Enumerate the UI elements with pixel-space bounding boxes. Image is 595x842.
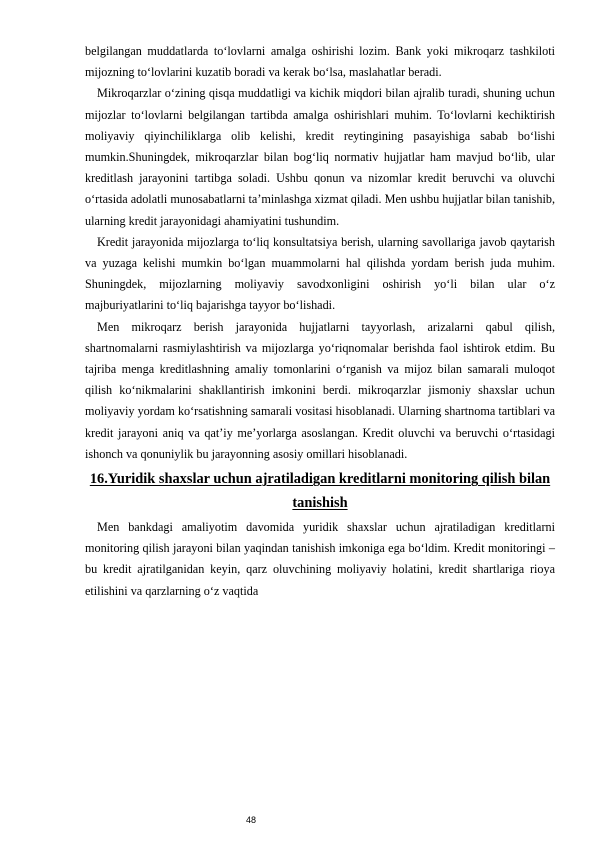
body-text [85, 41, 555, 602]
section-heading: 16.Yuridik shaxslar uchun ajratiladigan kreditlarni monitoring qilish bilan tanishish [89, 471, 551, 512]
paragraph-consultation: Kredit jarayonida mijozlarga to‘liq konsultatsiya berish, ularning savollariga javob qaytarish va yuzaga kelishi mumkin bo‘lgan muammolarni hal qilishda yordam berish juda muhim. Shuningdek, mijozlarning moliyaviy savodxonligini oshirish yo‘li bilan ular o‘z majburiyatlarini to‘liq bajarishga tayyor bo‘lishadi. [85, 234, 555, 313]
paragraph-microloans-terms: Mikroqarzlar o‘zining qisqa muddatligi va kichik miqdori bilan ajralib turadi, shuning uchun mijozlar to‘lovlarni belgilangan tartibda amalga oshirishlari muhim. To‘lovlarni kechiktirish moliyaviy qiyinchiliklarga olib kelishi, kredit reytingining pasayishiga sabab bo‘lishi mumkin.Shuningdek, mikroqarzlar bilan bog‘liq normativ hujjatlar ham mavjud bo‘lib, ular kreditlash jarayonini tartibga soladi. Ushbu qonun va nizomlar kredit beruvchi va oluvchi o‘rtasida adolatli munosabatlarni ta’minlashga xizmat qiladi. Men ushbu hujjatlar bilan tanishib, ularning kredit jarayonidagi ahamiyatini tushundim. [85, 86, 555, 228]
page-number: 48 [246, 815, 257, 825]
paragraph-continuation: belgilangan muddatlarda to‘lovlarni amalga oshirishi lozim. Bank yoki mikroqarz tashkiloti mijozning to‘lovlarini kuzatib boradi va kerak bo‘lsa, maslahatlar beradi. [85, 44, 555, 80]
paragraph-monitoring: Men bankdagi amaliyotim davomida yuridik shaxslar uchun ajratiladigan kreditlarni monitoring qilish jarayoni bilan yaqindan tanishish imkoniga ega bo‘ldim. Kredit monitoringi – bu kredit ajratilganidan keyin, qarz oluvchining moliyaviy holatini, kredit shartlariga rioya etilishini va qarzlarning o‘z vaqtida [85, 520, 555, 598]
paragraph-experience: Men mikroqarz berish jarayonida hujjatlarni tayyorlash, arizalarni qabul qilish, shartnomalarni rasmiylashtirish va mijozlarga yo‘riqnomalar berishda faol ishtirok etdim. Bu tajriba menga kreditlashning amaliy tomonlarini o‘rganish va mijoz bilan samarali muloqot qilish ko‘nikmalarini shakllantirish imkonini berdi. mikroqarzlar jismoniy shaxslar uchun moliyaviy yordam ko‘rsatishning samarali vositasi hisoblanadi. Ularning shartnoma tartiblari va kredit jarayoni aniq va qat’iy me’yorlarga asoslangan. Kredit oluvchi va beruvchi o‘rtasidagi ishonch va qonuniylik bu jarayonning asosiy omillari hisoblanadi. [85, 319, 555, 461]
